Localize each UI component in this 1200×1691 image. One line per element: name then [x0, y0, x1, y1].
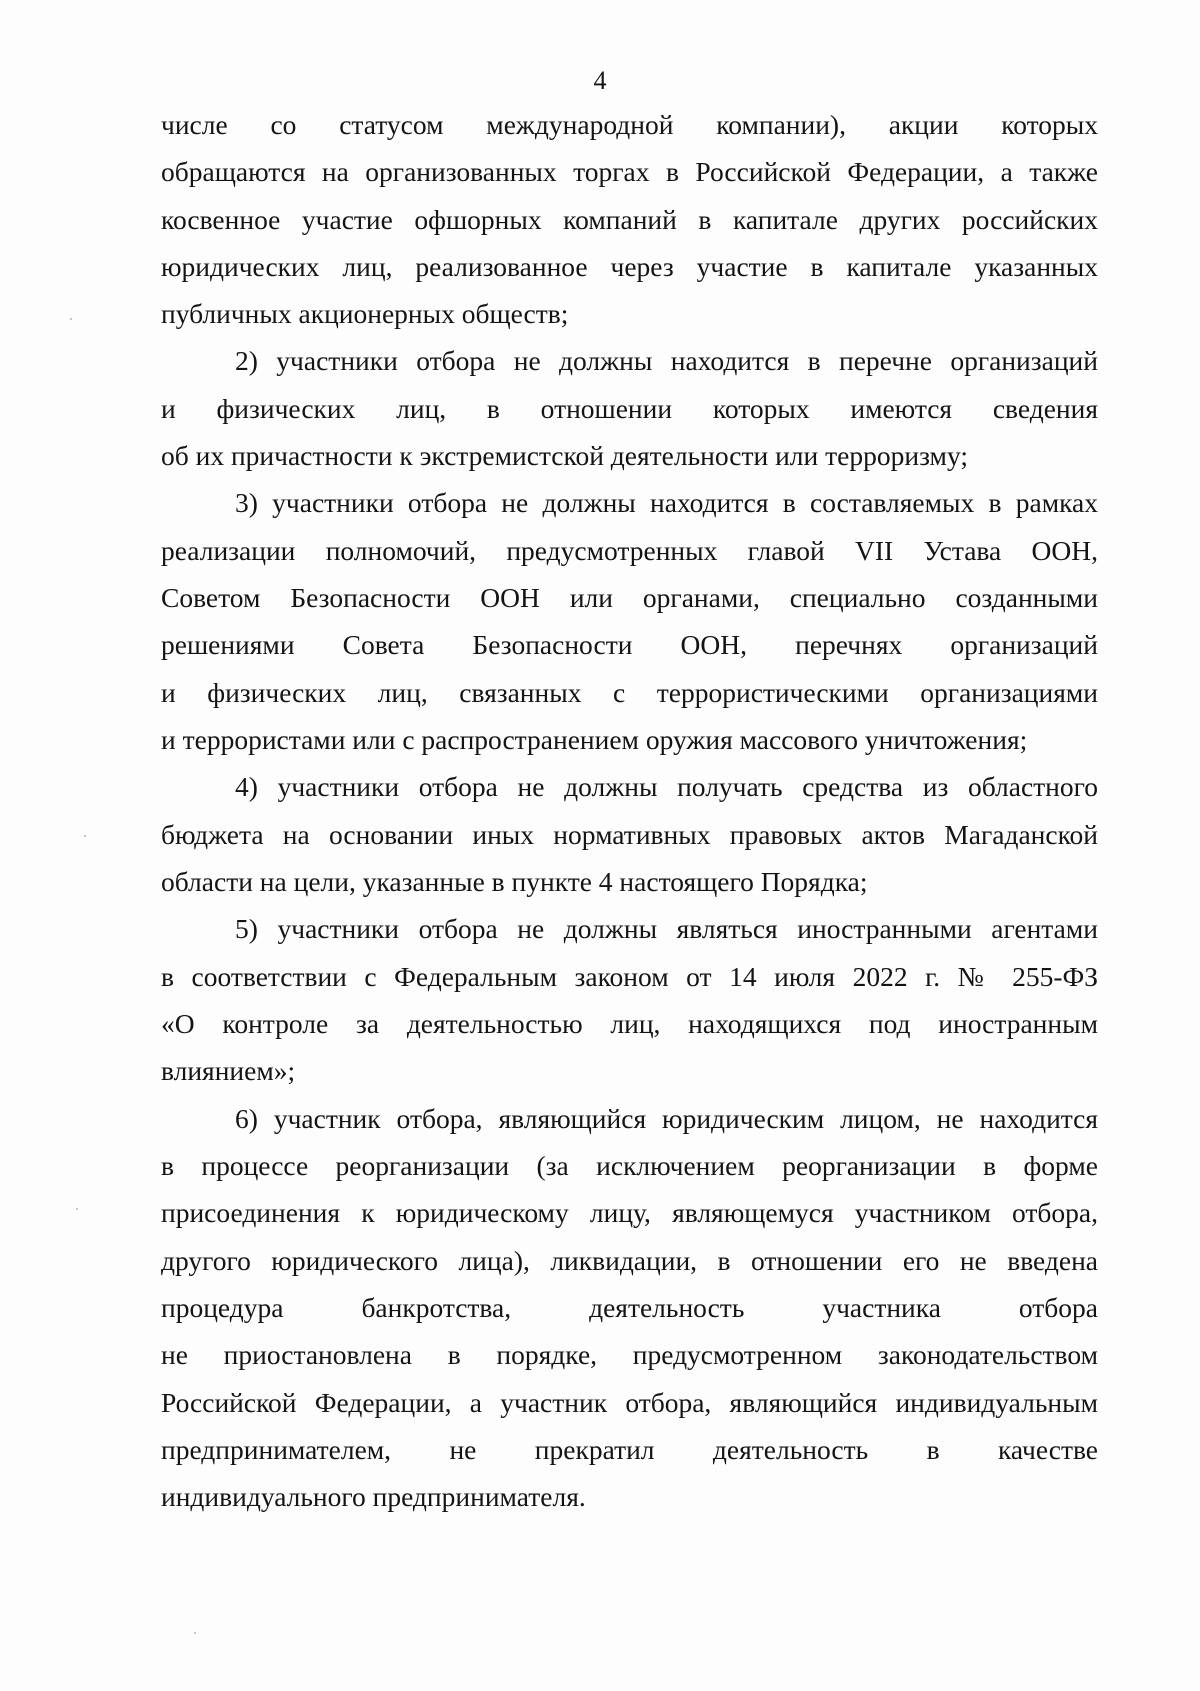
scan-speck [70, 318, 72, 320]
text-line: предпринимателем, не прекратил деятельность в качестве [161, 1434, 1098, 1465]
text-line: 4) участники отбора не должны получать средства из областного [235, 771, 1098, 802]
text-line: области на цели, указанные в пункте 4 настоящего Порядка; [161, 866, 868, 897]
text-line: 3) участники отбора не должны находится в составляемых в рамках [235, 487, 1098, 518]
text-line: влиянием»; [161, 1055, 296, 1086]
text-line: косвенное участие офшорных компаний в капитале других российских [161, 204, 1098, 235]
text-line: числе со статусом международной компании), акции которых [161, 109, 1098, 140]
scan-speck [194, 1632, 196, 1634]
page-number: 4 [593, 66, 607, 95]
text-line: процедура банкротства, деятельность участника отбора [161, 1292, 1098, 1323]
text-line: публичных акционерных обществ; [161, 298, 569, 329]
text-line: решениями Совета Безопасности ООН, перечнях организаций [161, 629, 1098, 660]
text-line: индивидуального предпринимателя. [161, 1481, 586, 1512]
text-line: присоединения к юридическому лицу, являющемуся участником отбора, [161, 1197, 1098, 1228]
text-line: Российской Федерации, а участник отбора, являющийся индивидуальным [161, 1387, 1098, 1418]
text-line: юридических лиц, реализованное через участие в капитале указанных [161, 251, 1098, 282]
text-line: и физических лиц, связанных с террористическими организациями [161, 677, 1098, 708]
text-line: 6) участник отбора, являющийся юридическим лицом, не находится [235, 1103, 1098, 1134]
text-line: обращаются на организованных торгах в Российской Федерации, а также [161, 156, 1098, 187]
text-line: реализации полномочий, предусмотренных главой VII Устава ООН, [161, 535, 1098, 566]
scan-speck [84, 835, 86, 837]
text-line: Советом Безопасности ООН или органами, специально созданными [161, 582, 1098, 613]
text-line: не приостановлена в порядке, предусмотренном законодательством [161, 1339, 1098, 1370]
text-line: в процессе реорганизации (за исключением реорганизации в форме [161, 1150, 1098, 1181]
text-line: и террористами или с распространением оружия массового уничтожения; [161, 724, 1028, 755]
text-line: другого юридического лица), ликвидации, в отношении его не введена [161, 1245, 1098, 1276]
text-line: «О контроле за деятельностью лиц, находящихся под иностранным [161, 1008, 1098, 1039]
text-line: об их причастности к экстремистской деятельности или терроризму; [161, 440, 968, 471]
text-line: бюджета на основании иных нормативных правовых актов Магаданской [161, 819, 1098, 850]
text-line: и физических лиц, в отношении которых имеются сведения [161, 393, 1098, 424]
scan-speck [76, 1208, 78, 1210]
text-line: 2) участники отбора не должны находится в перечне организаций [235, 345, 1098, 376]
text-line: 5) участники отбора не должны являться иностранными агентами [235, 913, 1098, 944]
text-line: в соответствии с Федеральным законом от 14 июля 2022 г. № 255-ФЗ [161, 961, 1098, 992]
